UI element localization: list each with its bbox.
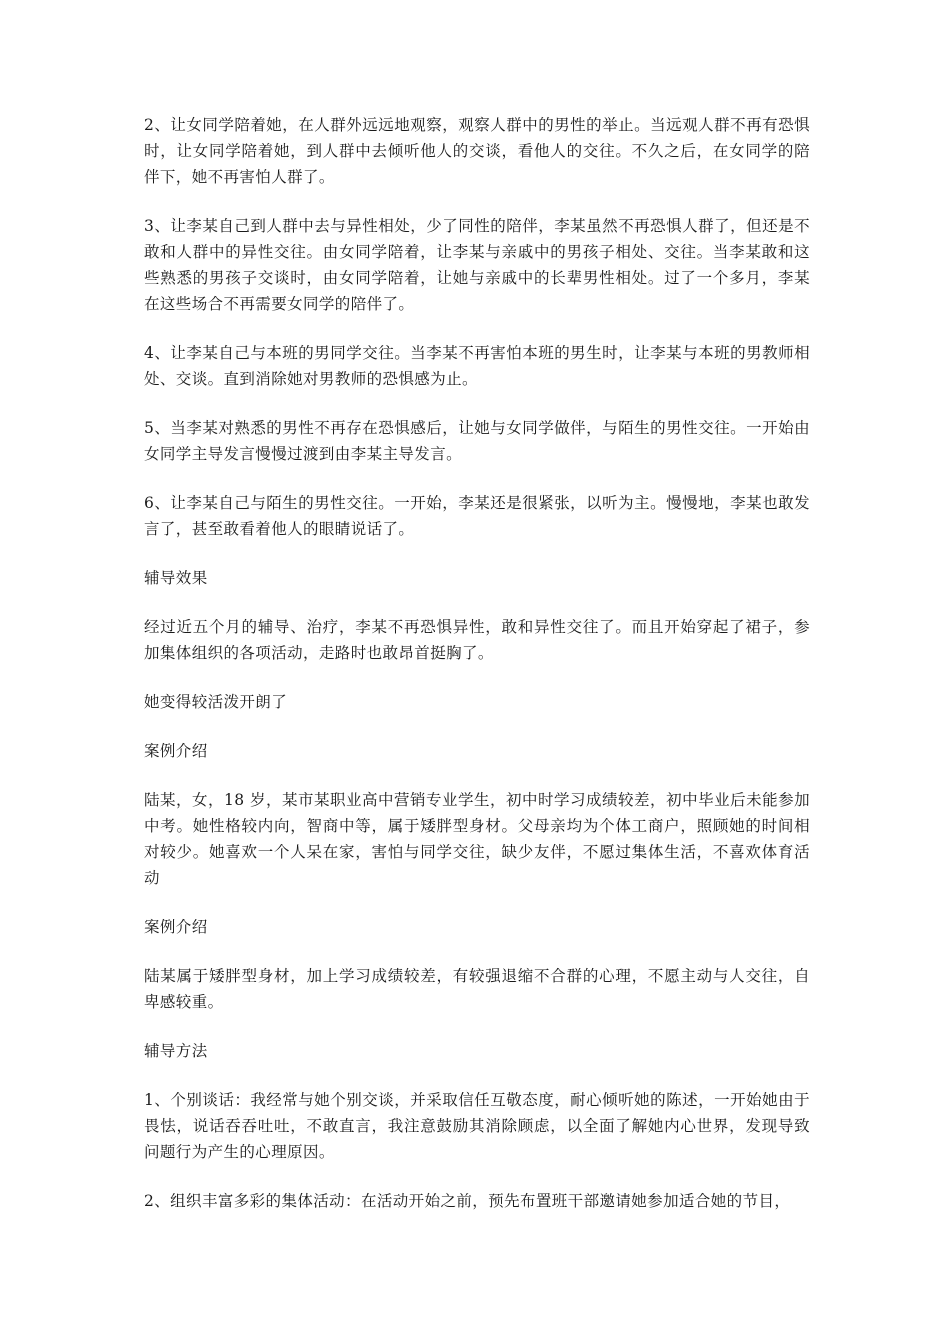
paragraph-effect: 经过近五个月的辅导、治疗，李某不再恐惧异性，敢和异性交往了。而且开始穿起了裙子，参加集体组织的各项活动，走路时也敢昂首挺胸了。 [144,618,810,662]
paragraph-method-2: 2、组织丰富多彩的集体活动：在活动开始之前，预先布置班干部邀请她参加适合她的节目， [144,1192,791,1210]
paragraph-step-3: 3、让李某自己到人群中去与异性相处，少了同性的陪伴，李某虽然不再恐惧人群了，但还是不敢和人群中的异性交往。由女同学陪着，让李某与亲戚中的男孩子相处、交往。当李某敢和这些熟悉的男孩子交谈时，由女同学陪着，让她与亲戚中的长辈男性相处。过了一个多月，李某在这些场合不再需要女同学的陪伴了。 [144,217,810,313]
section-heading-case-intro-2: 案例介绍 [144,918,208,936]
section-heading-method: 辅导方法 [144,1042,208,1060]
paragraph-case-analysis: 陆某属于矮胖型身材，加上学习成绩较差，有较强退缩不合群的心理，不愿主动与人交往，自卑感较重。 [144,967,810,1011]
paragraph-step-2: 2、让女同学陪着她，在人群外远远地观察，观察人群中的男性的举止。当远观人群不再有恐惧时，让女同学陪着她，到人群中去倾听他人的交谈，看他人的交往。不久之后，在女同学的陪伴下，她不再害怕人群了。 [144,116,810,186]
paragraph-case-intro: 陆某，女，18 岁，某市某职业高中营销专业学生，初中时学习成绩较差，初中毕业后未能参加中考。她性格较内向，智商中等，属于矮胖型身材。父母亲均为个体工商户，照顾她的时间相对较少。她喜欢一个人呆在家，害怕与同学交往，缺少友伴，不愿过集体生活，不喜欢体育活动 [144,791,810,887]
section-heading-case-intro-1: 案例介绍 [144,742,208,760]
paragraph-step-6: 6、让李某自己与陌生的男性交往。一开始，李某还是很紧张，以听为主。慢慢地，李某也敢发言了，甚至敢看着他人的眼睛说话了。 [144,494,810,538]
section-heading-effect: 辅导效果 [144,569,208,587]
paragraph-step-4: 4、让李某自己与本班的男同学交往。当李某不再害怕本班的男生时，让李某与本班的男教师相处、交谈。直到消除她对男教师的恐惧感为止。 [144,344,810,388]
document-page [144,112,810,1237]
section-heading-summary: 她变得较活泼开朗了 [144,693,288,711]
paragraph-method-1: 1、个别谈话：我经常与她个别交谈，并采取信任互敬态度，耐心倾听她的陈述，一开始她由于畏怯，说话吞吞吐吐，不敢直言，我注意鼓励其消除顾虑，以全面了解她内心世界，发现导致问题行为产生的心理原因。 [144,1091,810,1161]
paragraph-step-5: 5、当李某对熟悉的男性不再存在恐惧感后，让她与女同学做伴，与陌生的男性交往。一开始由女同学主导发言慢慢过渡到由李某主导发言。 [144,419,810,463]
